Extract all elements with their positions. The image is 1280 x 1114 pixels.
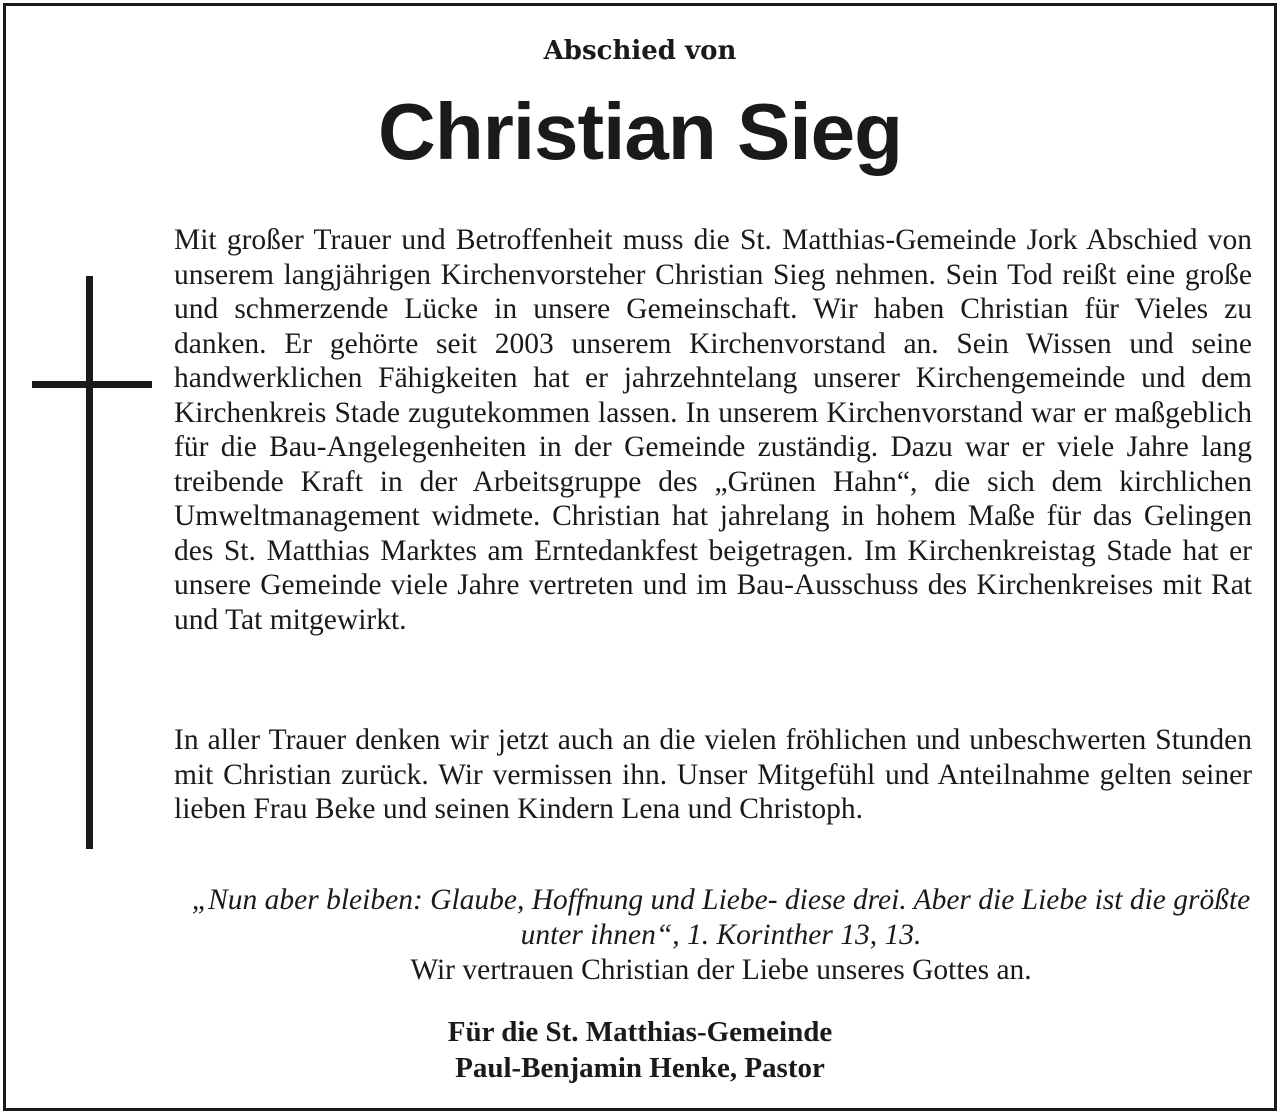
signature-pastor: Paul-Benjamin Henke, Pastor [455, 1052, 825, 1084]
obituary-notice [3, 3, 1277, 1111]
cross-vertical-bar [86, 276, 93, 849]
bible-quote-source: 1. Korinther 13, 13. [686, 919, 922, 951]
cross-horizontal-bar [32, 381, 152, 388]
signature-block [6, 1014, 1274, 1086]
closing-line: Wir vertrauen Christian der Liebe unseres Gottes an. [410, 954, 1032, 986]
bible-quote: „Nun aber bleiben: Glaube, Hoffnung und Liebe- diese drei. Aber die Liebe ist die größte unter ihnen“, [191, 884, 1251, 951]
signature-organization: Für die St. Matthias-Gemeinde [447, 1016, 833, 1048]
bible-quote-block [166, 883, 1276, 988]
body-paragraph-1: Mit großer Trauer und Betroffenheit muss die St. Matthias-Gemeinde Jork Abschied von unserem langjährigen Kirchenvorsteher Christian Sieg nehmen. Sein Tod reißt eine große und schmerzende Lücke in unsere Gemeinschaft. Wir haben Christian für Vieles zu danken. Er gehörte seit 2003 unserem Kirchenvorstand an. Sein Wissen und seine handwerklichen Fähigkeiten hat er jahrzehntelang unserer Kirchengemeinde und dem Kirchenkreis Stade zugutekommen lassen. In unserem Kirchenvorstand war er maßgeblich für die Bau-Angelegenheiten in der Gemeinde zuständig. Dazu war er viele Jahre lang treibende Kraft in der Arbeitsgruppe des „Grünen Hahn“, die sich dem kirchlichen Umweltmanagement widmete. Christian hat jahrelang in hohem Maße für das Gelingen des St. Matthias Marktes am Erntedankfest beigetragen. Im Kirchenkreistag Stade hat er unsere Gemeinde viele Jahre vertreten und im Bau-Ausschuss des Kirchenkreises mit Rat und Tat mitgewirkt. [174, 224, 1252, 636]
deceased-name: Christian Sieg [378, 87, 902, 176]
body-paragraph-2: In aller Trauer denken wir jetzt auch an die vielen fröhlichen und unbeschwerten Stunden mit Christian zurück. Wir vermissen ihn. Unser Mitgefühl und Anteilnahme gelten seiner lieben Frau Beke und seinen Kindern Lena und Christoph. [174, 724, 1252, 825]
intro-line: Abschied von [543, 36, 737, 66]
